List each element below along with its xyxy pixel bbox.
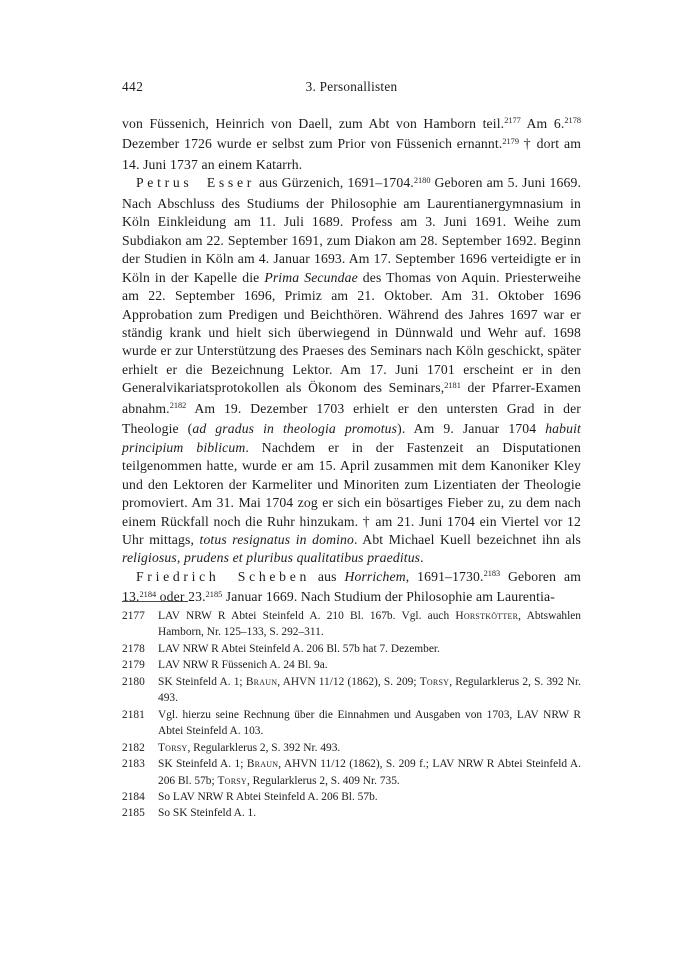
footnote-ref: 2185 [205, 589, 223, 599]
footnote-item [122, 707, 581, 740]
text-run: SK Steinfeld A. 1; [158, 675, 246, 688]
footnote-text [158, 674, 581, 707]
text-run: LAV NRW R Abtei Steinfeld A. 210 Bl. 167b. Vgl. auch [158, 610, 456, 622]
author-name: Braun [245, 675, 278, 688]
footnote-item [122, 740, 581, 756]
footnote-ref: 2181 [444, 380, 461, 390]
text-run: ). Am 9. Januar 1704 [397, 421, 546, 437]
text-run: der Pfarrer-Examen abnahm. [122, 380, 581, 416]
footnote-text [158, 740, 581, 756]
text-run: , Regularklerus 2, S. 409 Nr. 735. [246, 774, 400, 787]
footnote-item [122, 608, 581, 641]
footnote-ref: 2184 [139, 589, 157, 599]
person-name: Petrus Esser [136, 175, 255, 191]
footnote-item [122, 657, 581, 673]
footnote-number: 2185 [122, 807, 145, 820]
text-run: , 1691–1730. [405, 568, 484, 584]
text-run: , Regularklerus 2, S. 392 Nr. 493. [158, 675, 581, 705]
text-run: LAV NRW R Abtei Steinfeld A. 206 Bl. 57b hat 7. Dezember. [158, 642, 440, 655]
footnote-number: 2179 [122, 659, 145, 672]
text-run: , Abtswahlen Hamborn, Nr. 125–133, S. 292–311. [158, 610, 581, 639]
footnote-separator [122, 601, 188, 602]
text-run: SK Steinfeld A. 1; [158, 758, 247, 771]
text-run: des Thomas von Aquin. Priesterweihe am 22. September 1696, Primiz am 21. Oktober. Am 31. Oktober 1696 Approbation zum Predigen und Beichthören. Während des Jahres 1697 war er ständig krank und hielt sich überwiegend in Dünnwald und Wehr auf. 1698 wurde er zur Unterstützung des Praeses des Seminars nach Köln geschickt, später erhielt er die Bezeichnung Lektor. Am 17. Juni 1701 erscheint er in den Generalvikariatsprotokollen als Ökonom des Seminars, [122, 269, 581, 396]
body-text [122, 115, 581, 609]
footnote-block [122, 601, 581, 822]
author-name: Horstkötter [455, 610, 519, 622]
footnote-number: 2181 [122, 708, 145, 721]
text-run: . [420, 550, 424, 566]
text-run: . Nachdem er in der Fastenzeit an Disputationen teilgenommen hatte, wurde er am 15. April zusammen mit dem Kanoniker Kley und den Lektoren der Karmeliter und Minoriten zum Lizentiaten der Theologie promoviert. Am 31. Mai 1704 zog er sich ein bösartiges Fieber zu, zu dem nach einem Rückfall noch die Ruhr hinzukam. † am 21. Juni 1704 ein Viertel vor 12 Uhr mittags, [122, 439, 581, 547]
footnote-item [122, 805, 581, 821]
italic-phrase: Horrichem [344, 568, 406, 584]
footnote-ref: 2183 [483, 569, 501, 579]
footnote-text [158, 789, 581, 805]
text-run: , AHVN 11/12 (1862), S. 209; [277, 675, 420, 688]
text-run: . Abt Michael Kuell bezeichnet ihn als [354, 531, 581, 547]
author-name: Torsy [419, 675, 450, 688]
running-title: 3. Personallisten [305, 79, 398, 94]
footnote-text [158, 608, 581, 641]
footnote-ref: 2178 [564, 116, 581, 126]
footnote-ref: 2180 [413, 175, 431, 185]
italic-phrase: totus resignatus in domino [199, 531, 354, 547]
italic-phrase: religiosus, prudens et pluribus qualitatibus praeditus [122, 550, 421, 566]
text-run: Vgl. hierzu seine Rechnung über die Einnahmen und Ausgaben von 1703, LAV NRW R Abtei Steinfeld A. 103. [158, 708, 581, 738]
text-run: von Füssenich, Heinrich von Daell, zum Abt von Hamborn teil. [122, 116, 505, 131]
page-header [122, 79, 581, 95]
footnote-list [122, 608, 581, 822]
paragraph [122, 115, 581, 174]
paragraph [122, 174, 581, 568]
text-run: aus [310, 568, 345, 584]
footnote-item [122, 756, 581, 789]
footnote-ref: 2177 [504, 116, 521, 126]
footnote-text [158, 756, 581, 789]
page-number: 442 [122, 79, 144, 94]
footnote-number: 2183 [122, 758, 145, 771]
text-run: , AHVN 11/12 (1862), S. 209 f.; LAV NRW R Abtei Steinfeld A. 206 Bl. 57b; [158, 758, 581, 787]
footnote-text [158, 805, 581, 821]
footnote-number: 2178 [122, 642, 145, 655]
text-run: Am 19. Dezember 1703 erhielt er den untersten Grad in der Theologie ( [122, 400, 581, 437]
text-run: Geboren am 5. Juni 1669. Nach Abschluss des Studiums der Philosophie am Laurentianergymnasium in Köln Einkleidung am 11. Juli 1689. Profess am 3. Juni 1691. Weihe zum Subdiakon am 22. September 1691, zum Diakon am 28. September 1692. Beginn der Studien in Köln am 4. Januar 1693. Am 17. September 1696 verteidigte er in Köln in der Kapelle die [122, 175, 582, 285]
author-name: Torsy [158, 741, 188, 754]
italic-phrase: ad gradus in theologia promotus [192, 421, 398, 437]
footnote-item [122, 641, 581, 657]
footnote-item [122, 674, 581, 707]
text-run: aus Gürzenich, 1691–1704. [254, 175, 414, 191]
footnote-ref: 2182 [169, 401, 187, 411]
footnote-text [158, 657, 581, 673]
text-run: Geboren am 13. [122, 568, 581, 605]
text-run: Am 6. [520, 116, 565, 131]
text-run: So LAV NRW R Abtei Steinfeld A. 206 Bl. 57b. [158, 790, 378, 803]
text-run: So SK Steinfeld A. 1. [158, 807, 257, 820]
text-run: † dort am 14. Juni 1737 an einem Katarrh. [122, 136, 582, 172]
footnote-text [158, 641, 581, 657]
footnote-number: 2177 [122, 610, 145, 622]
text-run: Dezember 1726 wurde er selbst zum Prior von Füssenich ernannt. [122, 136, 503, 152]
footnote-ref: 2179 [502, 136, 519, 146]
text-run: LAV NRW R Füssenich A. 24 Bl. 9a. [158, 659, 328, 672]
footnote-text [158, 707, 581, 740]
italic-phrase: Prima Secundae [264, 269, 358, 285]
footnote-number: 2184 [122, 790, 145, 803]
text-run: oder 23. [156, 589, 206, 605]
text-run: , Regularklerus 2, S. 392 Nr. 493. [187, 741, 341, 754]
author-name: Braun [246, 758, 279, 771]
author-name: Torsy [217, 774, 247, 787]
text-run: Januar 1669. Nach Studium der Philosophie am Laurentia- [222, 589, 555, 605]
footnote-item [122, 789, 581, 805]
footnote-number: 2180 [122, 675, 145, 688]
italic-phrase: habuit principium biblicum [122, 421, 581, 455]
footnote-number: 2182 [122, 741, 145, 754]
person-name: Friedrich Scheben [136, 568, 311, 584]
